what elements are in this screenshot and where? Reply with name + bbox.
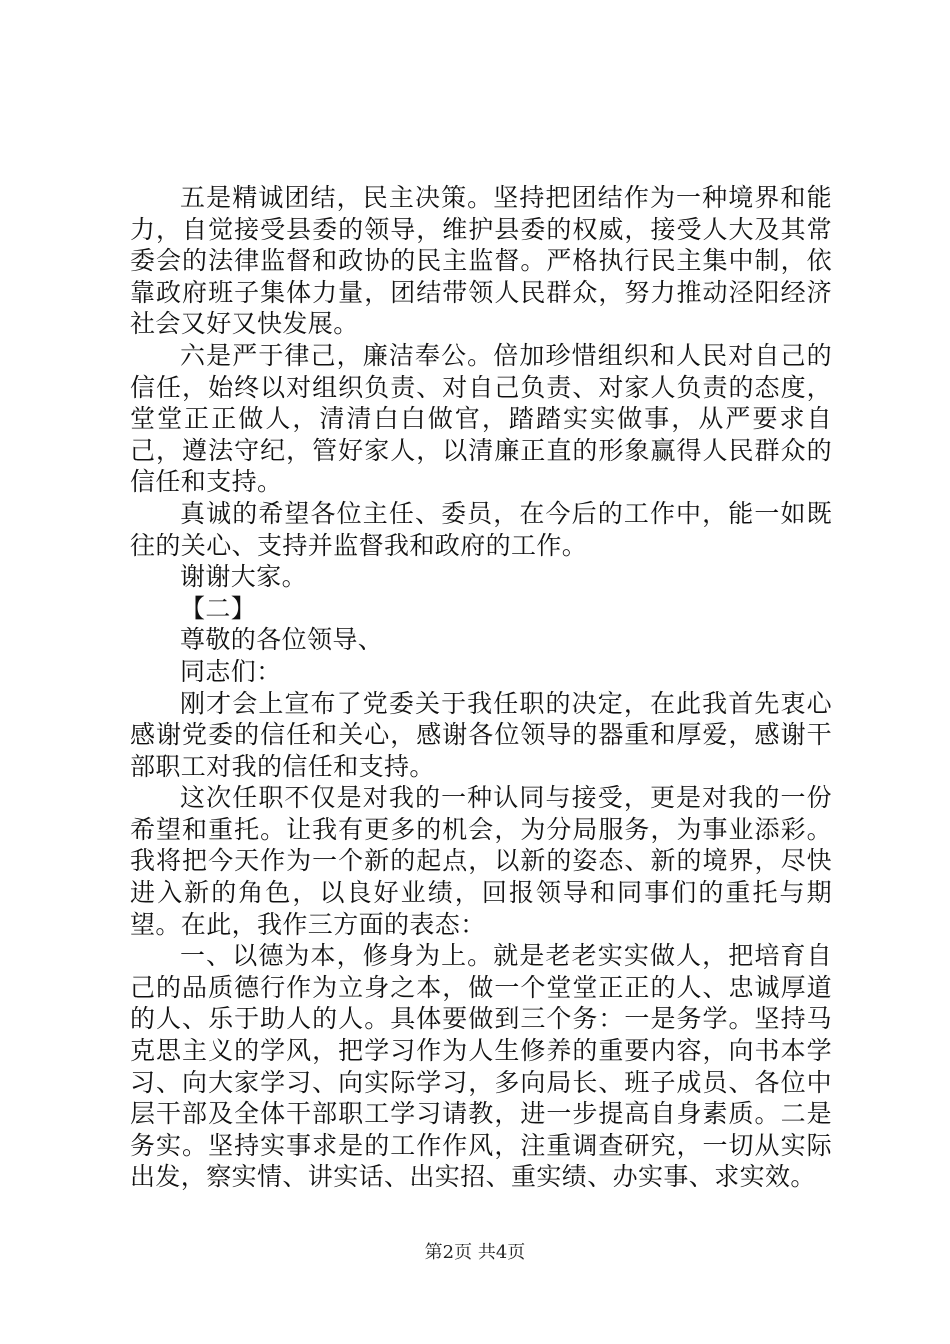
document-body: [130, 182, 832, 1193]
paragraph-3: 真诚的希望各位主任、委员，在今后的工作中，能一如既往的关心、支持并监督我和政府的工作。: [130, 498, 832, 560]
paragraph-6: 这次任职不仅是对我的一种认同与接受，更是对我的一份希望和重托。让我有更多的机会，为分局服务，为事业添彩。我将把今天作为一个新的起点，以新的姿态、新的境界，尽快进入新的角色，以良好业绩，回报领导和同事们的重托与期望。在此，我作三方面的表态：: [130, 783, 832, 939]
salutation-line-1: 尊敬的各位领导、: [180, 625, 384, 655]
paragraph-5: 刚才会上宣布了党委关于我任职的决定，在此我首先衷心感谢党委的信任和关心，感谢各位领导的器重和厚爱，感谢干部职工对我的信任和支持。: [130, 688, 832, 781]
salutation-line-2: 同志们：: [180, 656, 282, 686]
paragraph-4: 谢谢大家。: [180, 562, 308, 592]
page-number-footer: 第2页 共4页: [424, 1242, 526, 1263]
paragraph-2: 六是严于律己，廉洁奉公。倍加珍惜组织和人民对自己的信任，始终以对组织负责、对自己负责、对家人负责的态度，堂堂正正做人，清清白白做官，踏踏实实做事，从严要求自己，遵法守纪，管好家人，以清廉正直的形象赢得人民群众的信任和支持。: [130, 340, 832, 497]
paragraph-7: 一、以德为本，修身为上。就是老老实实做人，把培育自己的品质德行作为立身之本，做一个堂堂正正的人、忠诚厚道的人、乐于助人的人。具体要做到三个务：一是务学。坚持马克思主义的学风，把学习作为人生修养的重要内容，向书本学习、向大家学习、向实际学习，多向局长、班子成员、各位中层干部及全体干部职工学习请教，进一步提高自身素质。二是务实。坚持实事求是的工作作风，注重调查研究，一切从实际出发，察实情、讲实话、出实招、重实绩、办实事、求实效。: [130, 941, 832, 1192]
section-heading-2: 【二】: [180, 593, 257, 623]
paragraph-1: 五是精诚团结，民主决策。坚持把团结作为一种境界和能力，自觉接受县委的领导，维护县委的权威，接受人大及其常委会的法律监督和政协的民主监督。严格执行民主集中制，依靠政府班子集体力量，团结带领人民群众，努力推动泾阳经济社会又好又快发展。: [130, 183, 832, 339]
